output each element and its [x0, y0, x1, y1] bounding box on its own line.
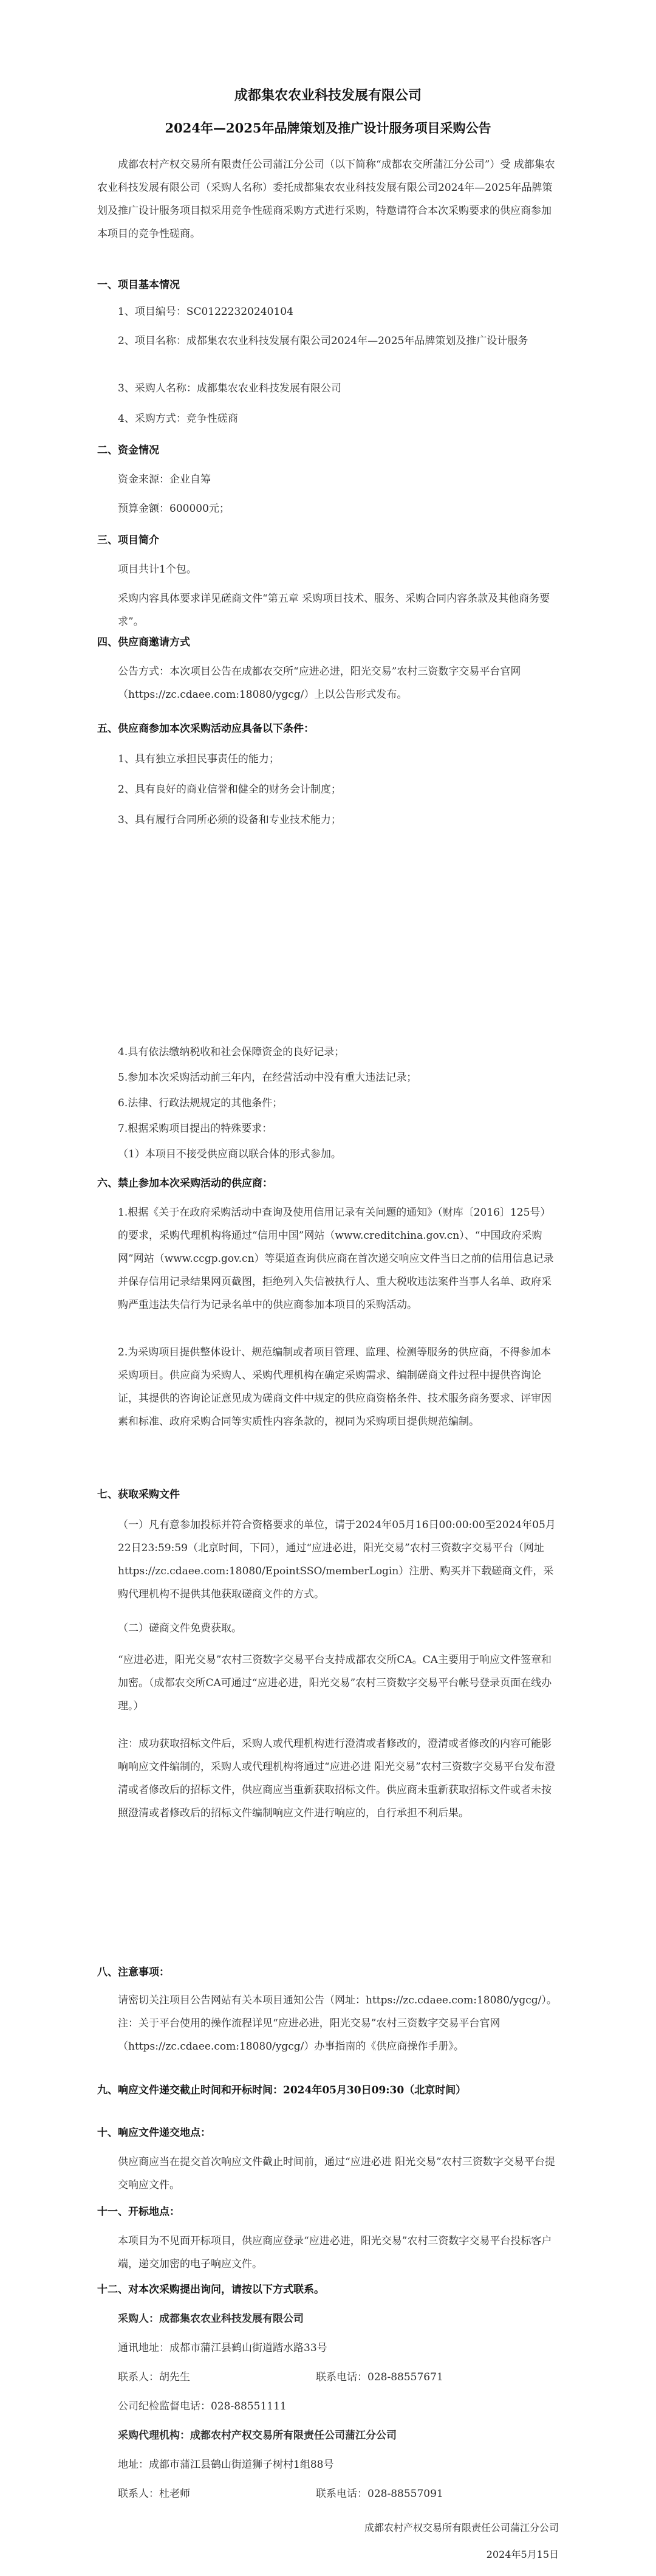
fund-source: 资金来源：企业自筹 — [118, 474, 211, 486]
budget-amount: 预算金额：600000元； — [118, 503, 230, 515]
purchaser-address: 通讯地址：成都市蒲江县鹤山街道踏水路33号 — [118, 2342, 327, 2354]
section-1-title: 一、项目基本情况 — [97, 279, 180, 291]
agency-phone: 联系电话：028-88557091 — [316, 2488, 443, 2500]
obtain-documents-note: 注：成功获取招标文件后，采购人或代理机构进行澄清或者修改的，澄清或者修改的内容可能影响响应文件编制的，采购人或代理机构将通过“应进必进 阳光交易”农村三资数字交易平台发布澄清或者修改后的招标文件，供应商应当重新获取招标文件。供应商未重新获取招标文件或者未按照澄清或者修改后的招标文件编制响应文件进行响应的，自行承担不利后果。 — [118, 1738, 555, 1819]
section-10-title: 十、响应文件递交地点： — [97, 2127, 211, 2139]
condition-3: 3、具有履行合同所必须的设备和专业技术能力； — [118, 814, 341, 826]
section-7-title: 七、获取采购文件 — [97, 1489, 180, 1501]
condition-2: 2、具有良好的商业信誉和健全的财务会计制度； — [118, 783, 341, 796]
intro-paragraph: 成都农村产权交易所有限责任公司蒲江分公司（以下简称“成都农交所蒲江分公司”）受 成都集农农业科技发展有限公司（采购人名称）委托成都集农农业科技发展有限公司2024年—2025年品牌策划及推广设计服务项目拟采用竞争性磋商采购方式进行采购，特邀请符合本次采购要求的供应商参加本项目的竞争性磋商。 — [97, 159, 555, 240]
purchaser-contact-label: 采购人：成都集农农业科技发展有限公司 — [118, 2313, 304, 2325]
obtain-documents-3: “应进必进，阳光交易”农村三资数字交易平台支持成都农交所CA。CA主要用于响应文件签章和加密。（成都农交所CA可通过“应进必进，阳光交易”农村三资数字交易平台帐号登录页面在线办理。） — [118, 1654, 552, 1712]
obtain-documents-2: （二）磋商文件免费获取。 — [118, 1622, 242, 1634]
opening-place-text: 本项目为不见面开标项目，供应商应登录“应进必进，阳光交易”农村三资数字交易平台投标客户端，递交加密的电子响应文件。 — [118, 2235, 552, 2270]
condition-7-1: （1）本项目不接受供应商以联合体的形式参加。 — [118, 1148, 341, 1160]
section-8-title: 八、注意事项： — [97, 1966, 169, 1978]
purchaser-name: 3、采购人名称：成都集农农业科技发展有限公司 — [118, 382, 341, 394]
obtain-documents-1: （一）凡有意参加投标并符合资格要求的单位，请于2024年05月16日00:00:00至2024年05月22日23:59:59（北京时间，下同），通过“应进必进，阳光交易”农村三资数字交易平台（网址https://zc.cdaee.com:18080/EpointSSO/memberLogin）注册、购买并下载磋商文件，采购代理机构不提供其他获取磋商文件的方式。 — [118, 1519, 556, 1600]
condition-5: 5.参加本次采购活动前三年内，在经营活动中没有重大违法记录； — [118, 1072, 417, 1084]
notice-text: 请密切关注项目公告网站有关本项目通知公告（网址：https://zc.cdaee.com:18080/ygcg/）。 注：关于平台使用的操作流程详见“应进必进，阳光交易”农村三资数字交易平台官网（https://zc.cdaee.com:18080/ygcg/）办事指南的《供应商操作手册》。 — [118, 1994, 561, 2053]
prohibited-2: 2.为采购项目提供整体设计、规范编制或者项目管理、监理、检测等服务的供应商，不得参加本采购项目。供应商为采购人、采购代理机构在确定采购需求、编制磋商文件过程中提供咨询论证，其提供的咨询论证意见成为磋商文件中规定的供应商资格条件、技术服务商务要求、评审因素和标准、政府采购合同等实质性内容条款的，视同为采购项目提供规范编制。 — [118, 1346, 552, 1428]
section-12-title: 十二、对本次采购提出询问，请按以下方式联系。 — [97, 2284, 324, 2296]
agency-address: 地址：成都市蒲江县鹤山街道狮子树村1组88号 — [118, 2459, 334, 2471]
agency-contact-person: 联系人：杜老师 — [118, 2488, 190, 2500]
section-5-title: 五、供应商参加本次采购活动应具备以下条件： — [97, 723, 314, 735]
purchaser-phone: 联系电话：028-88557671 — [316, 2371, 443, 2383]
footer-organization: 成都农村产权交易所有限责任公司蒲江分公司 — [364, 2522, 559, 2533]
condition-1: 1、具有独立承担民事责任的能力； — [118, 753, 279, 765]
section-6-title: 六、禁止参加本次采购活动的供应商： — [97, 1177, 273, 1190]
purchaser-contact-person: 联系人：胡先生 — [118, 2371, 190, 2383]
page-title: 成都集农农业科技发展有限公司 — [234, 88, 422, 103]
condition-7: 7.根据采购项目提出的特殊要求： — [118, 1123, 273, 1135]
project-number: 1、项目编号：SC01222320240104 — [118, 306, 293, 318]
procurement-method: 4、采购方式：竞争性磋商 — [118, 413, 238, 425]
agency-contact-label: 采购代理机构：成都农村产权交易所有限责任公司蒲江分公司 — [118, 2430, 397, 2442]
footer-date: 2024年5月15日 — [486, 2549, 559, 2560]
prohibited-1: 1.根据《关于在政府采购活动中查询及使用信用记录有关问题的通知》（财库〔2016〕125号）的要求，采购代理机构将通过“信用中国”网站（www.creditchina.gov.cn）、“中国政府采购网”网站（www.ccgp.gov.cn）等渠道查询供应商在首次递交响应文件当日之前的信用信息记录并保存信用记录结果网页截图，拒绝列入失信被执行人、重大税收违法案件当事人名单、政府采购严重违法失信行为记录名单中的供应商参加本项目的采购活动。 — [118, 1207, 554, 1311]
section-4-title: 四、供应商邀请方式 — [97, 636, 190, 649]
condition-6: 6.法律、行政法规规定的其他条件； — [118, 1097, 283, 1109]
section-2-title: 二、资金情况 — [97, 444, 159, 456]
project-name: 2、项目名称：成都集农农业科技发展有限公司2024年—2025年品牌策划及推广设计服务 — [118, 335, 528, 347]
condition-4: 4.具有依法缴纳税收和社会保障资金的良好记录； — [118, 1046, 345, 1058]
submission-place-text: 供应商应当在提交首次响应文件截止时间前，通过“应进必进 阳光交易”农村三资数字交易平台提交响应文件。 — [118, 2156, 555, 2191]
package-count: 项目共计1个包。 — [118, 563, 197, 576]
announcement-method: 公告方式：本次项目公告在成都农交所“应进必进，阳光交易”农村三资数字交易平台官网（https://zc.cdaee.com:18080/ygcg/）上以公告形式发布。 — [118, 666, 521, 701]
section-11-title: 十一、开标地点： — [97, 2206, 180, 2218]
purchaser-supervision: 公司纪检监督电话：028-88551111 — [118, 2400, 287, 2412]
section-9-title: 九、响应文件递交截止时间和开标时间：2024年05月30日09:30（北京时间） — [97, 2084, 466, 2096]
procurement-content: 采购内容具体要求详见磋商文件“第五章 采购项目技术、服务、采购合同内容条款及其他商务要求”。 — [118, 593, 550, 628]
section-3-title: 三、项目简介 — [97, 534, 159, 546]
page-subtitle: 2024年—2025年品牌策划及推广设计服务项目采购公告 — [165, 120, 491, 136]
